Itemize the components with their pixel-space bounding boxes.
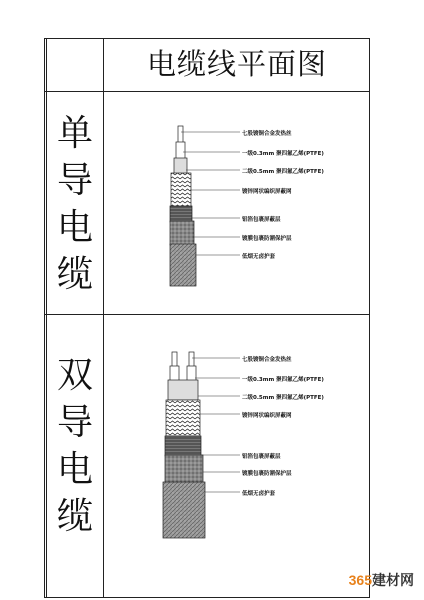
single-label-ptfe-1: 一级0.3mm 聚四氟乙烯(PTFE) <box>242 151 324 157</box>
single-outer-jacket <box>170 244 196 286</box>
double-char-1: 双 <box>56 355 93 396</box>
single-moisture-layer <box>170 221 194 245</box>
double-label-ptfe-1: 一级0.3mm 聚四氟乙烯(PTFE) <box>242 377 324 383</box>
double-moisture-layer <box>165 455 203 483</box>
single-char-2: 导 <box>56 160 93 201</box>
single-insulation-1 <box>176 142 185 160</box>
single-braid-shield <box>171 173 191 207</box>
single-label-conductor: 七股镀铜合金发热丝 <box>242 131 292 137</box>
watermark-number: 365 <box>348 572 372 588</box>
double-cable-drawing <box>163 352 240 538</box>
double-label-ptfe-2: 二级0.5mm 聚四氟乙烯(PTFE) <box>242 395 324 401</box>
page-title: 电缆线平面图 <box>146 47 327 81</box>
single-cable-drawing <box>170 126 240 286</box>
double-label-jacket: 低烟无卤护套 <box>242 491 276 497</box>
double-conductor-a <box>172 352 177 368</box>
single-label-ptfe-2: 二级0.5mm 聚四氟乙烯(PTFE) <box>242 169 324 175</box>
single-char-1: 单 <box>56 113 93 154</box>
watermark-text: 建材网 <box>372 572 414 588</box>
single-foil-shield <box>170 206 192 222</box>
double-conductor-b <box>189 352 194 368</box>
single-label-jacket: 低烟无卤护套 <box>242 254 276 260</box>
single-label-braid: 镀锌网状编织屏蔽网 <box>242 189 292 195</box>
double-char-3: 电 <box>56 449 93 490</box>
double-label-moisture: 镀膜包裹防潮保护层 <box>242 471 292 477</box>
double-foil-shield <box>165 436 201 456</box>
double-braid-shield <box>166 400 200 436</box>
double-char-2: 导 <box>56 402 93 443</box>
site-watermark-logo <box>349 570 414 590</box>
single-label-moisture: 镀膜包裹防潮保护层 <box>242 236 292 242</box>
single-char-3: 电 <box>56 207 93 248</box>
double-label-conductor: 七股镀铜合金发热丝 <box>242 357 292 363</box>
single-char-4: 缆 <box>56 254 93 295</box>
double-label-braid: 镀锌网状编织屏蔽网 <box>242 413 292 419</box>
double-insulation-2 <box>168 380 198 400</box>
double-char-4: 缆 <box>56 496 93 537</box>
double-outer-jacket <box>163 482 205 538</box>
double-label-foil: 铝箔包裹屏蔽层 <box>242 454 281 460</box>
single-label-foil: 铝箔包裹屏蔽层 <box>242 217 281 223</box>
single-conductor <box>178 126 183 144</box>
